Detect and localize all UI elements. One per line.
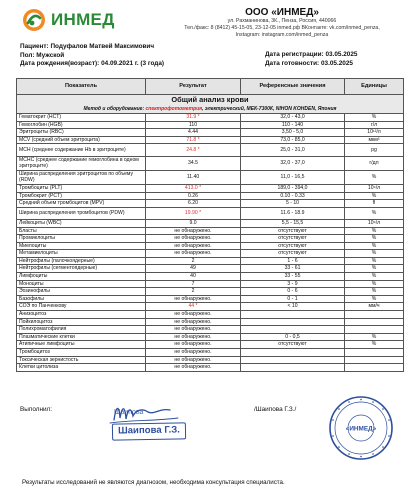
logo <box>22 8 115 32</box>
result-cell: не обнаружено. <box>146 364 241 372</box>
table-row <box>17 136 404 144</box>
header-parameter: Показатель <box>17 79 146 95</box>
round-stamp-text: «ИНМЕД» <box>345 425 377 433</box>
result-cell: 24.8 * <box>146 144 241 156</box>
table-row <box>17 318 404 326</box>
table-row <box>17 207 404 219</box>
name-stamp: Шаипова Г.З. <box>112 422 186 440</box>
parameter-cell: Тромбоциты (PLT) <box>17 184 146 192</box>
result-cell: не обнаружено. <box>146 333 241 341</box>
patient-dob: Дата рождения(возраст): 04.09.2021 г. (3 года) <box>20 60 165 68</box>
unit-cell <box>345 326 404 334</box>
reference-cell: 33 - 61 <box>241 265 345 273</box>
reference-cell: 0.10 - 0.33 <box>241 192 345 200</box>
parameter-cell: Атипичные лимфоциты <box>17 341 146 349</box>
reference-cell: 0 - 0,5 <box>241 333 345 341</box>
parameter-cell: Клетки цитолиза <box>17 364 146 372</box>
table-header-row <box>17 79 404 95</box>
reference-cell <box>241 349 345 357</box>
result-cell: 71.8 * <box>146 136 241 144</box>
result-cell: не обнаружено. <box>146 356 241 364</box>
unit-cell: % <box>345 227 404 235</box>
reference-cell: 32,0 - 43,0 <box>241 114 345 122</box>
unit-cell: г/л <box>345 121 404 129</box>
result-cell: не обнаружено. <box>146 235 241 243</box>
result-cell: 2 <box>146 257 241 265</box>
parameter-cell: Тромбокрит (PCT) <box>17 192 146 200</box>
table-row <box>17 295 404 303</box>
result-cell: 0.26 <box>146 192 241 200</box>
parameter-cell: Нейтрофилы (сегментоядерные) <box>17 265 146 273</box>
parameter-cell: Средний объем тромбоцитов (MPV) <box>17 200 146 208</box>
table-row <box>17 356 404 364</box>
reference-cell: отсутствуют <box>241 227 345 235</box>
table-row <box>17 349 404 357</box>
performed-label: Выполнил: <box>20 406 53 413</box>
parameter-cell: Гемоглобин (HGB) <box>17 121 146 129</box>
result-cell: 34.5 <box>146 156 241 170</box>
reference-cell: 110 - 140 <box>241 121 345 129</box>
table-row <box>17 235 404 243</box>
method-suffix: , электрический, МЕК-7300К, NIHON KOHDEN, Япония <box>202 105 337 112</box>
table-row <box>17 250 404 258</box>
result-cell: 44 * <box>146 303 241 311</box>
section-title-row <box>17 95 404 106</box>
parameter-cell: Анизоцитоз <box>17 311 146 319</box>
reference-cell: 5,5 - 15,5 <box>241 219 345 227</box>
parameter-cell: Нейтрофилы (палочкоядерные) <box>17 257 146 265</box>
unit-cell: % <box>345 114 404 122</box>
results-table <box>16 78 404 372</box>
reference-cell <box>241 364 345 372</box>
unit-cell: % <box>345 192 404 200</box>
result-cell: 2 <box>146 288 241 296</box>
table-row <box>17 156 404 170</box>
result-cell: 7 <box>146 280 241 288</box>
registration-date: Дата регистрации: 03.05.2025 <box>265 51 358 58</box>
reference-cell <box>241 356 345 364</box>
reference-cell: 189,0 - 394,0 <box>241 184 345 192</box>
table-row <box>17 273 404 281</box>
table-row <box>17 184 404 192</box>
method-text <box>17 106 404 114</box>
unit-cell: % <box>345 235 404 243</box>
result-cell: не обнаружено. <box>146 349 241 357</box>
result-cell: 110 <box>146 121 241 129</box>
result-cell: 11.40 <box>146 170 241 184</box>
table-row <box>17 219 404 227</box>
result-cell: 6.20 <box>146 200 241 208</box>
unit-cell: fl <box>345 200 404 208</box>
reference-cell: 25,0 - 31,0 <box>241 144 345 156</box>
reference-cell: 5 - 10 <box>241 200 345 208</box>
result-cell: 4.44 <box>146 129 241 137</box>
table-row <box>17 280 404 288</box>
method-highlight: спектрофотометрия <box>145 105 203 112</box>
unit-cell <box>345 356 404 364</box>
unit-cell: % <box>345 257 404 265</box>
parameter-cell: Пойкилоцитоз <box>17 318 146 326</box>
parameter-cell: Ширина распределения тромбоцитов (PDW) <box>17 207 146 219</box>
result-cell: не обнаружено. <box>146 227 241 235</box>
report-dates <box>265 51 357 68</box>
table-row <box>17 144 404 156</box>
reference-cell: 11.6 - 18.9 <box>241 207 345 219</box>
result-cell: 19.90 * <box>146 207 241 219</box>
unit-cell: % <box>345 242 404 250</box>
unit-cell: 10⁹/л <box>345 219 404 227</box>
table-row <box>17 311 404 319</box>
reference-cell: отсутствуют <box>241 250 345 258</box>
table-row <box>17 129 404 137</box>
result-cell: 31.9 * <box>146 114 241 122</box>
reference-cell: 0 - 1 <box>241 295 345 303</box>
parameter-cell: Метамиелоциты <box>17 250 146 258</box>
unit-cell: % <box>345 333 404 341</box>
result-cell: не обнаружено. <box>146 341 241 349</box>
result-cell: не обнаружено. <box>146 311 241 319</box>
parameter-cell: Тромбоцитоз <box>17 349 146 357</box>
unit-cell <box>345 318 404 326</box>
inmed-logo-icon <box>22 8 46 32</box>
parameter-cell: Моноциты <box>17 280 146 288</box>
unit-cell: % <box>345 250 404 258</box>
unit-cell: % <box>345 280 404 288</box>
reference-cell: 1 - 6 <box>241 257 345 265</box>
table-row <box>17 303 404 311</box>
org-contacts: Тел./факс: 8 (8412) 45-15-05, 23-12-05 inmed.pф ВКонтакте: vk.com/inmed_penza, <box>184 25 380 31</box>
section-title: Общий анализ крови <box>17 95 404 106</box>
parameter-cell: Токсическая зернистость <box>17 356 146 364</box>
unit-cell: мкм³ <box>345 136 404 144</box>
method-prefix: Метод и оборудование: <box>83 105 146 112</box>
reference-cell <box>241 311 345 319</box>
unit-cell: 10⁹/л <box>345 184 404 192</box>
reference-cell: 33 - 55 <box>241 273 345 281</box>
result-cell: не обнаружено. <box>146 318 241 326</box>
reference-cell: 3,50 - 5,0 <box>241 129 345 137</box>
table-row <box>17 265 404 273</box>
parameter-cell: Базофилы <box>17 295 146 303</box>
unit-cell: pg <box>345 144 404 156</box>
table-row <box>17 200 404 208</box>
patient-sex: Пол: Мужской <box>20 51 65 59</box>
reference-cell <box>241 326 345 334</box>
result-cell: 49 <box>146 265 241 273</box>
unit-cell: % <box>345 341 404 349</box>
unit-cell: % <box>345 170 404 184</box>
result-cell: 9.0 <box>146 219 241 227</box>
parameter-cell: МСНС (среднее содержание гемоглобина в одном эритроците) <box>17 156 146 170</box>
parameter-cell: MCV (средний объем эритроцита) <box>17 136 146 144</box>
unit-cell: г/дл <box>345 156 404 170</box>
table-row <box>17 227 404 235</box>
parameter-cell: Лимфоциты <box>17 273 146 281</box>
table-row <box>17 326 404 334</box>
reference-cell <box>241 318 345 326</box>
result-cell: не обнаружено. <box>146 242 241 250</box>
parameter-cell: Полихроматофилия <box>17 326 146 334</box>
table-row <box>17 114 404 122</box>
result-cell: 40 <box>146 273 241 281</box>
unit-cell <box>345 364 404 372</box>
reference-cell: отсутствуют <box>241 235 345 243</box>
org-instagram: Instagram: instagram.com/inmed_penza <box>235 32 329 38</box>
patient-name: Пациент: Подуфалов Матвей Максимович <box>20 43 155 50</box>
unit-cell: % <box>345 288 404 296</box>
unit-cell: % <box>345 273 404 281</box>
signer-name: /Шаипова Г.З./ <box>254 406 297 413</box>
parameter-cell: Ширина распределения эритроцитов по объему (RDW) <box>17 170 146 184</box>
table-row <box>17 333 404 341</box>
parameter-cell: Бласты <box>17 227 146 235</box>
org-block <box>167 7 397 39</box>
table-row <box>17 288 404 296</box>
result-cell: не обнаружено. <box>146 295 241 303</box>
table-row <box>17 121 404 129</box>
table-row <box>17 364 404 372</box>
unit-cell: % <box>345 295 404 303</box>
method-row <box>17 106 404 114</box>
unit-cell: мм/ч <box>345 303 404 311</box>
org-name: ООО «ИНМЕД» <box>245 7 319 18</box>
result-cell: 413.0 * <box>146 184 241 192</box>
reference-cell: 3 - 9 <box>241 280 345 288</box>
parameter-cell: Эозинофилы <box>17 288 146 296</box>
reference-cell: отсутствуют <box>241 341 345 349</box>
reference-cell: 11,0 - 16,5 <box>241 170 345 184</box>
table-row <box>17 242 404 250</box>
table-row <box>17 257 404 265</box>
table-row <box>17 192 404 200</box>
reference-cell: 32,0 - 37,0 <box>241 156 345 170</box>
parameter-cell: Гематокрит (HCT) <box>17 114 146 122</box>
ready-date: Дата готовности: 03.05.2025 <box>265 59 353 67</box>
patient-info <box>20 43 164 69</box>
parameter-cell: Плазматические клетки <box>17 333 146 341</box>
result-cell: не обнаружено. <box>146 250 241 258</box>
unit-cell: % <box>345 207 404 219</box>
reference-cell: 73,0 - 85,0 <box>241 136 345 144</box>
reference-cell: отсутствуют <box>241 242 345 250</box>
unit-cell: 10¹²/л <box>345 129 404 137</box>
table-row <box>17 341 404 349</box>
parameter-cell: Промиелоциты <box>17 235 146 243</box>
header-units: Единицы <box>345 79 404 95</box>
unit-cell <box>345 349 404 357</box>
result-cell: не обнаружено. <box>146 326 241 334</box>
header-reference: Референсные значения <box>241 79 345 95</box>
parameter-cell: Миелоциты <box>17 242 146 250</box>
header-result: Результат <box>146 79 241 95</box>
round-stamp <box>328 395 394 461</box>
unit-cell <box>345 311 404 319</box>
logo-text: ИНМЕД <box>51 10 115 29</box>
parameter-cell: Эритроциты (RBC) <box>17 129 146 137</box>
disclaimer: Результаты исследований не являются диагнозом, необходима консультация специалиста. <box>22 479 285 486</box>
parameter-cell: МСН (среднее содержание Hb в эритроците) <box>17 144 146 156</box>
parameter-cell: СОЭ по Панченкову <box>17 303 146 311</box>
stamp-faint-text: Шаипова <box>114 409 144 416</box>
unit-cell: % <box>345 265 404 273</box>
parameter-cell: Лейкоциты (WBC) <box>17 219 146 227</box>
org-address: ул. Рахманинова, 3К., Пенза, Россия, 440066 <box>227 18 337 24</box>
table-row <box>17 170 404 184</box>
reference-cell: 0 - 6 <box>241 288 345 296</box>
reference-cell: < 10 <box>241 303 345 311</box>
